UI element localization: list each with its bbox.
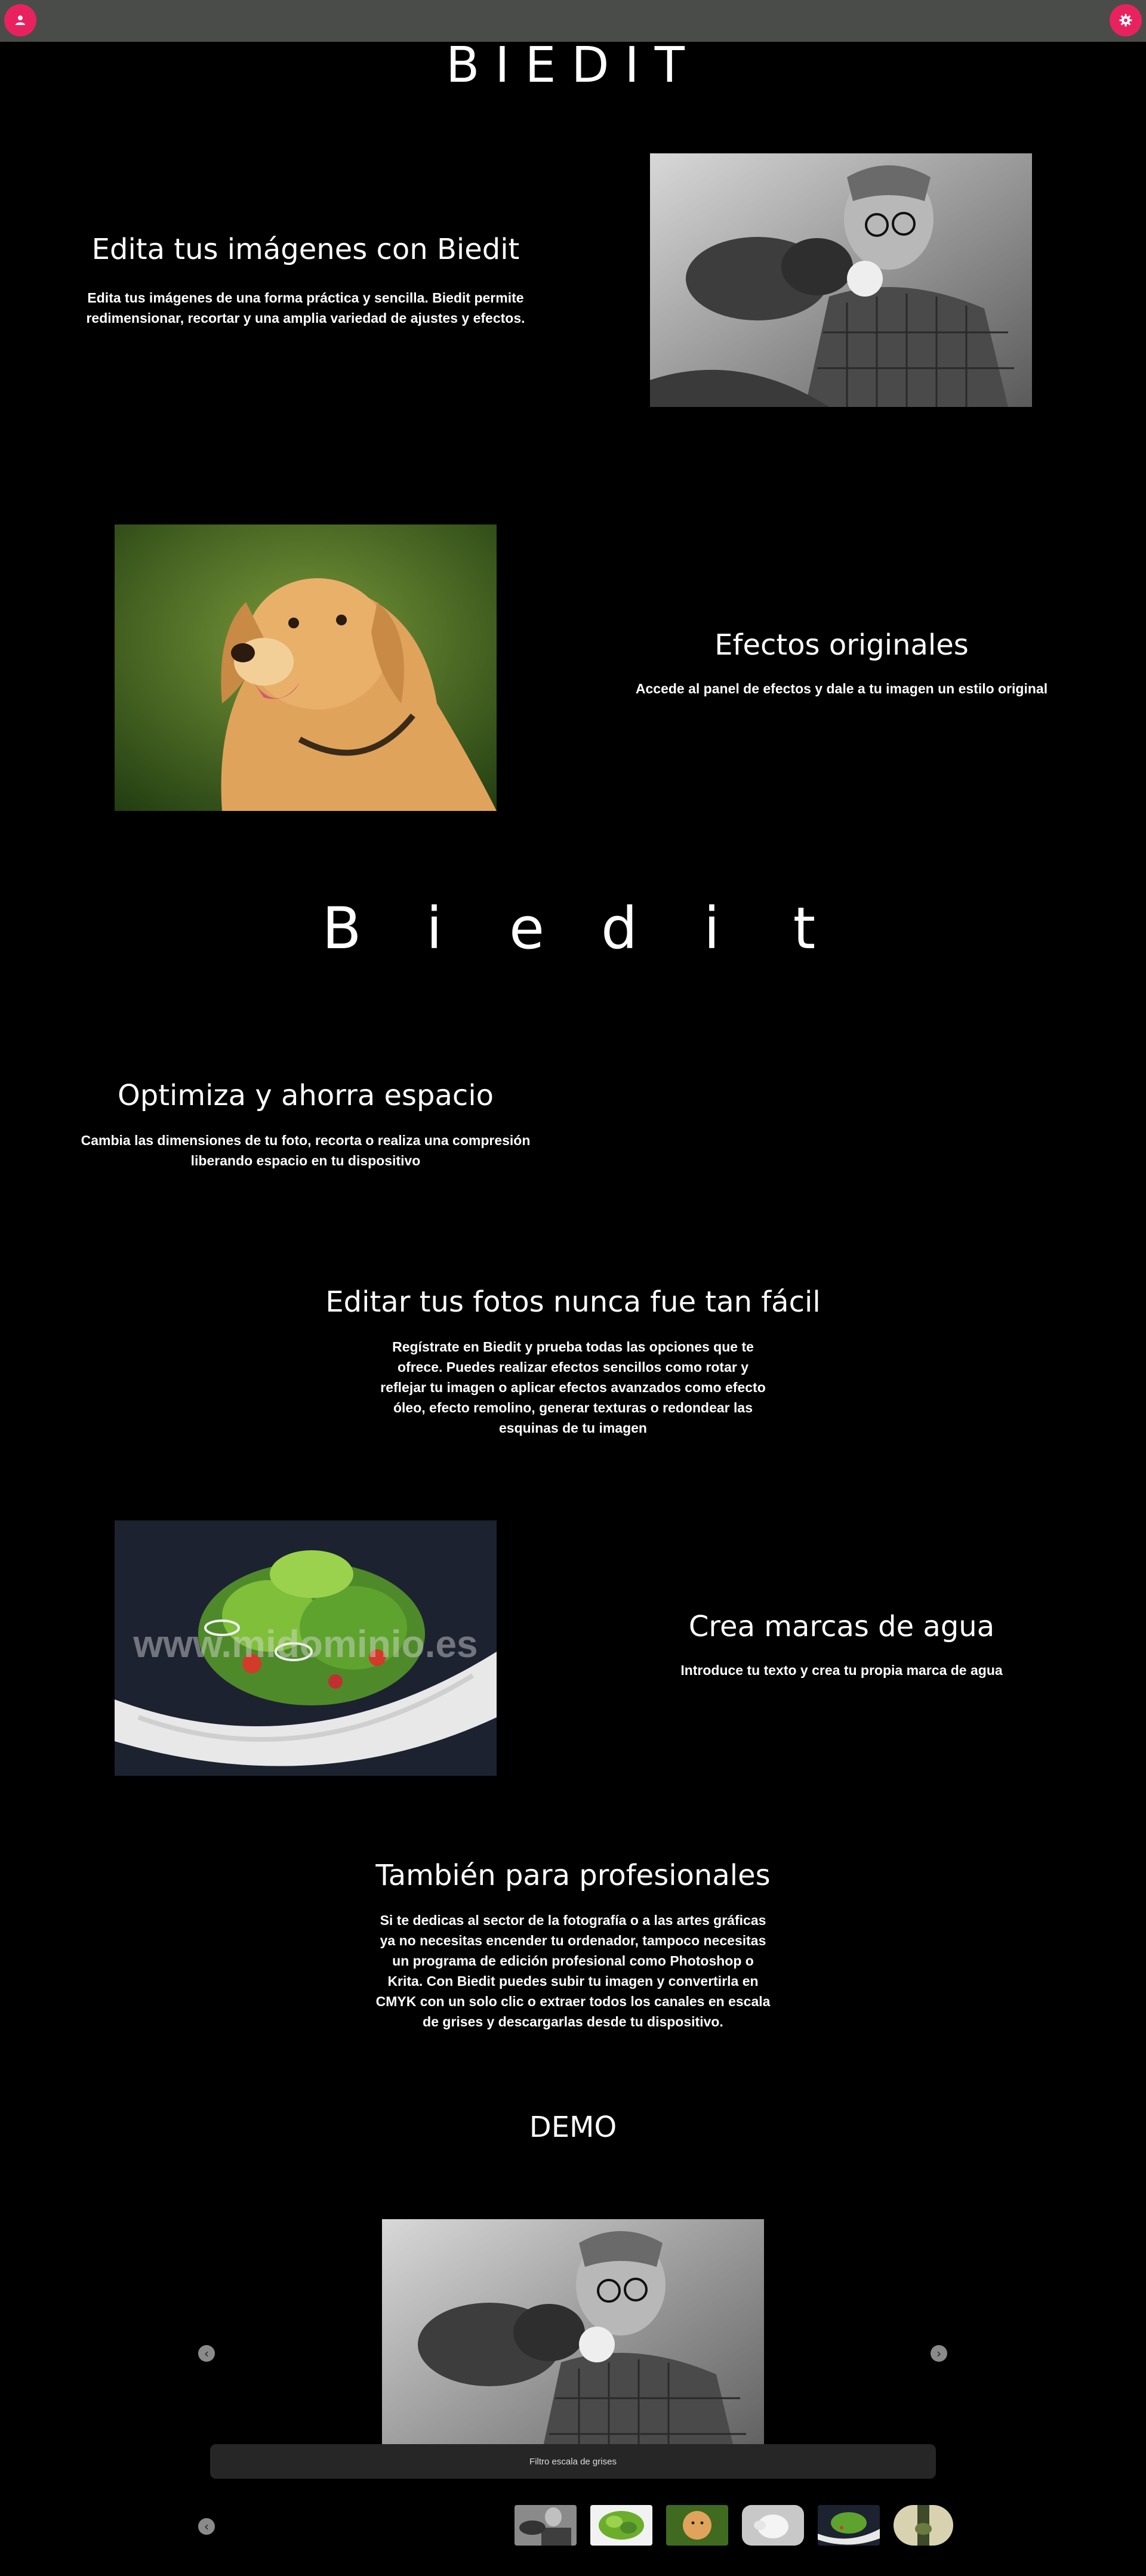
brand-letter: i — [426, 895, 442, 962]
brand-letter: i — [704, 895, 720, 962]
demo-caption-text: Filtro escala de grises — [529, 2456, 617, 2467]
optimize-title: Optimiza y ahorra espacio — [117, 1079, 494, 1112]
effects-description: Accede al panel de efectos y dale a tu imagen un estilo original — [635, 681, 1048, 696]
brand-letter: e — [509, 895, 545, 962]
edit-description: Edita tus imágenes de una forma práctica y sencilla. Biedit permite redimensionar, recortar y una amplia variedad de ajustes y efectos. — [86, 290, 525, 326]
effects-title: Efectos originales — [714, 628, 969, 662]
effects-section — [603, 628, 1080, 699]
top-bar — [0, 0, 1146, 42]
demo-title: DEMO — [529, 2111, 617, 2144]
man-with-cat-image — [650, 153, 1032, 407]
easy-description: Regístrate en Biedit y prueba todas las opciones que te ofrece. Puedes realizar efectos sencillos como rotar y reflejar tu imagen o aplicar efectos avanzados como efecto óleo, efecto remolino, generar texturas o redondear las esquinas de tu imagen — [380, 1339, 766, 1436]
thumbnail-salad-plate[interactable] — [818, 2505, 880, 2546]
chevron-right-icon: › — [936, 2346, 941, 2361]
thumbnail-white-object[interactable] — [742, 2505, 804, 2546]
watermark-title: Crea marcas de agua — [688, 1610, 995, 1643]
dog-image — [115, 525, 497, 811]
brand-letter: d — [601, 895, 637, 962]
settings-button[interactable] — [1110, 4, 1142, 36]
thumbnail-round[interactable] — [894, 2505, 953, 2546]
thumbnail-dog[interactable] — [666, 2505, 728, 2546]
carousel-next-button[interactable] — [931, 2345, 947, 2362]
chevron-left-icon: ‹ — [204, 2346, 209, 2361]
demo-preview-image — [382, 2219, 764, 2475]
brand-letter: t — [793, 895, 816, 962]
edit-title: Edita tus imágenes con Biedit — [91, 233, 520, 266]
thumbnail-salad-top[interactable] — [590, 2505, 652, 2546]
carousel-prev-button[interactable] — [198, 2345, 215, 2362]
easy-section — [275, 1285, 871, 1438]
edit-section — [67, 233, 544, 328]
brand-logo: BIEDIT — [446, 37, 700, 94]
watermark-overlay-text: www.midominio.es — [133, 1622, 478, 1665]
pro-title: También para profesionales — [375, 1859, 771, 1892]
pro-section — [275, 1859, 871, 2032]
gear-icon — [1119, 13, 1133, 27]
brand-banner — [0, 895, 1146, 973]
chevron-left-icon: ‹ — [204, 2519, 209, 2534]
easy-title: Editar tus fotos nunca fue tan fácil — [325, 1285, 821, 1319]
watermark-section — [603, 1610, 1080, 1680]
optimize-description: Cambia las dimensiones de tu foto, recorta o realiza una compresión liberando espacio en tu dispositivo — [81, 1133, 531, 1168]
thumbs-prev-button[interactable] — [198, 2518, 215, 2535]
thumbnail-grayscale[interactable] — [515, 2505, 577, 2546]
user-button[interactable] — [4, 4, 36, 36]
demo-caption — [210, 2444, 936, 2479]
brand-letter: B — [322, 895, 362, 962]
watermark-description: Introduce tu texto y crea tu propia marca de agua — [680, 1662, 1003, 1678]
salad-watermark-image — [115, 1520, 497, 1776]
optimize-section — [67, 1079, 544, 1171]
user-icon — [14, 14, 27, 27]
pro-description: Si te dedicas al sector de la fotografía o a las artes gráficas ya no necesitas encender tu ordenador, tampoco necesitas un programa de edición profesional como Photoshop o Krita. Con Biedit puedes subir tu imagen y convertirla en CMYK con un solo clic o extraer todos los canales en escala de grises y descargarlas desde tu dispositivo. — [375, 1912, 771, 2029]
